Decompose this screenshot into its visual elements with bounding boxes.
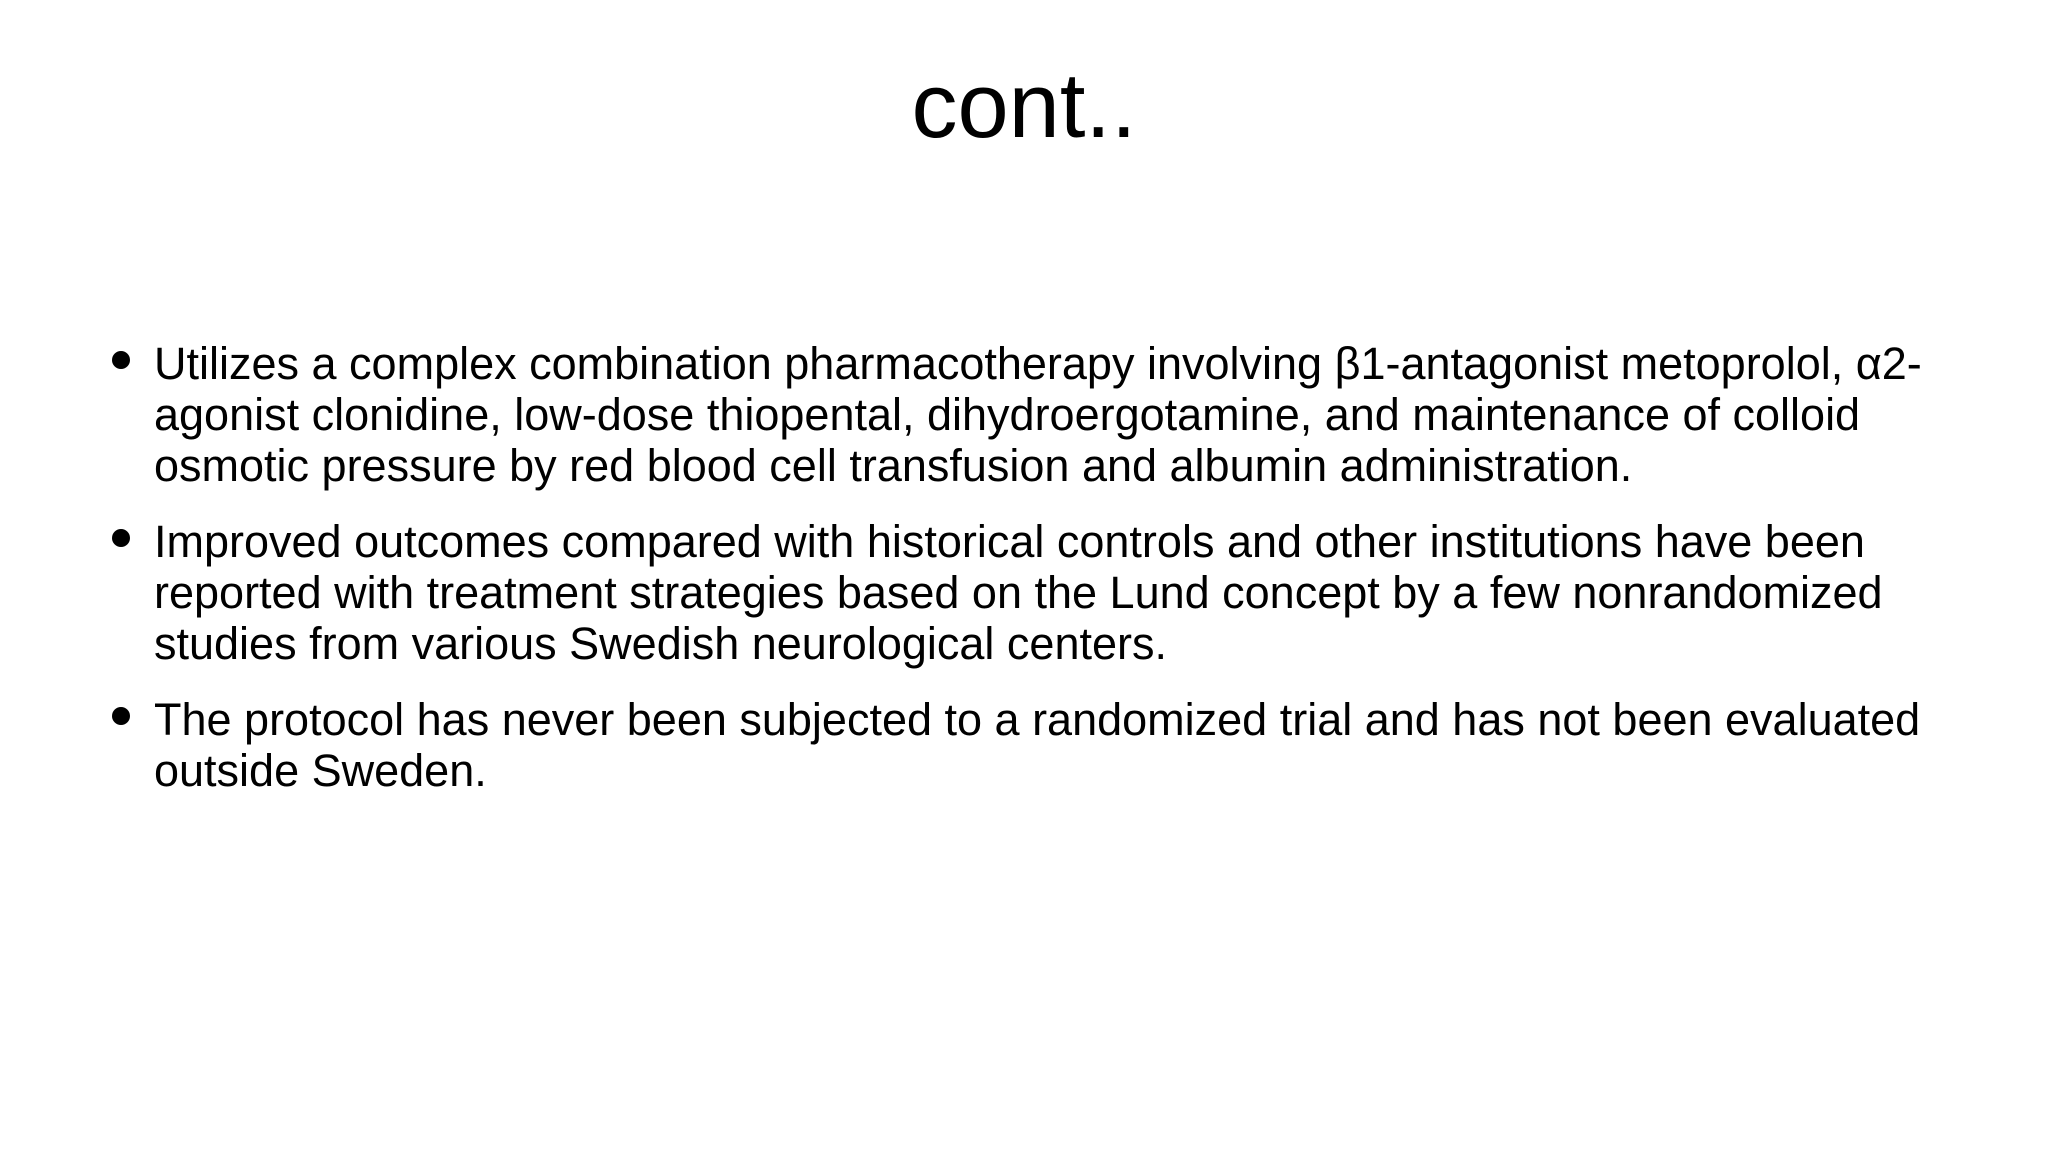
bullet-item [110,516,1990,669]
bullet-text: Utilizes a complex combination pharmacotherapy involving β1-antagonist metoprolol, α2-agonist clonidine, low-dose thiopental, dihydroergotamine, and maintenance of colloid osmotic pressure by red blood cell transfusion and albumin administration. [154,338,1922,491]
bullet-text: The protocol has never been subjected to a randomized trial and has not been evaluated outside Sweden. [154,694,1921,796]
bullet-dot-icon [112,529,130,547]
bullet-item [110,338,1990,491]
bullet-list [110,338,1990,821]
bullet-item [110,694,1990,796]
slide-title: cont.. [911,55,1137,157]
bullet-dot-icon [112,707,130,725]
bullet-dot-icon [112,351,130,369]
bullet-text: Improved outcomes compared with historical controls and other institutions have been reported with treatment strategies based on the Lund concept by a few nonrandomized studies from various Swedish neurological centers. [154,516,1883,669]
